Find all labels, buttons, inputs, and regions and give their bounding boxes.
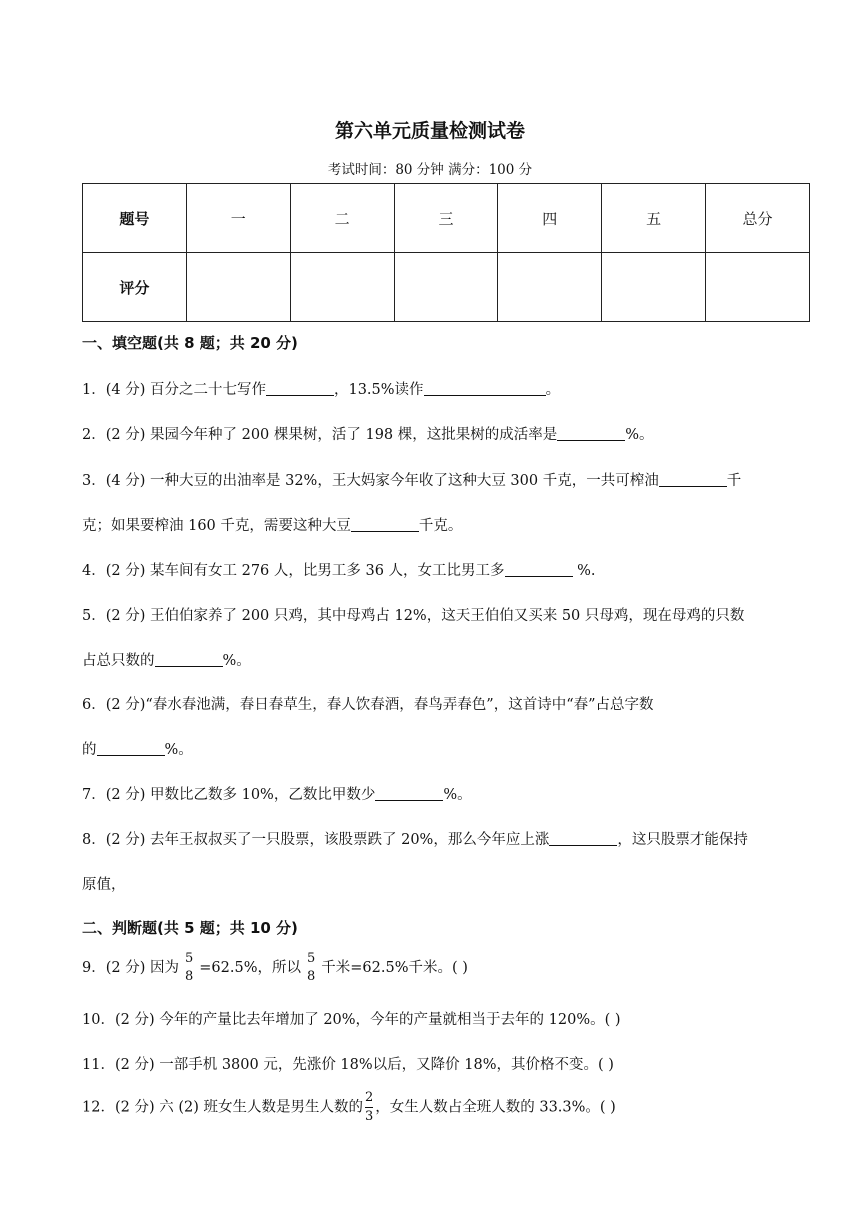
answer-blank[interactable] [97,741,165,756]
question-4 [82,559,596,580]
answer-blank[interactable] [266,381,334,396]
question-text: 。 [545,382,561,398]
section-heading-fill-in: 一、填空题(共 8 题；共 20 分) [82,334,298,352]
fraction-numerator: 2 [365,1089,373,1108]
question-text: 千克。 [418,518,463,534]
question-9 [82,950,468,986]
question-text: 7．(2 分) 甲数比乙数多 10%，乙数比甲数少 [82,787,376,803]
page-title: 第六单元质量检测试卷 [334,120,525,142]
question-8-continued [82,873,126,894]
question-5-continued [82,649,251,670]
row-label-score: 评分 [83,253,187,322]
column-header: 三 [394,184,498,253]
question-text: %。 [625,427,654,443]
answer-blank[interactable] [659,472,727,487]
column-header: 二 [290,184,394,253]
column-header: 五 [602,184,706,253]
score-cell[interactable] [186,253,290,322]
question-6-continued [82,738,193,759]
question-text: 4．(2 分) 某车间有女工 276 人，比男工多 36 人，女工比男工多 [82,563,505,579]
question-12 [82,1089,616,1126]
row-label-number: 题号 [83,184,187,253]
question-2 [82,423,654,444]
fraction [185,950,193,986]
answer-blank[interactable] [155,652,223,667]
question-text: 占总只数的 [82,653,155,669]
question-text: 9．(2 分) 因为 [82,960,179,976]
section-heading-true-false: 二、判断题(共 5 题；共 10 分) [82,919,298,937]
question-text: 11．(2 分) 一部手机 3800 元，先涨价 18%以后，又降价 18%，其价格不变。( ) [82,1057,614,1073]
question-text: 1．(4 分) 百分之二十七写作 [82,382,266,398]
column-header: 四 [498,184,602,253]
question-10 [82,1008,621,1029]
question-text: 克；如果要榨油 160 千克，需要这种大豆 [82,518,351,534]
question-3 [82,469,741,490]
column-header: 一 [186,184,290,253]
column-header: 总分 [706,184,810,253]
fraction-numerator: 5 [184,951,194,966]
exam-info: 考试时间：80 分钟 满分：100 分 [327,162,533,178]
answer-blank[interactable] [549,831,617,846]
question-text: 3．(4 分) 一种大豆的出油率是 32%，王大妈家今年收了这种大豆 300 千克，一共可榨油 [82,473,659,489]
question-7 [82,783,472,804]
table-row [83,253,810,322]
fraction-denominator: 8 [184,969,194,984]
question-text: 10．(2 分) 今年的产量比去年增加了 20%，今年的产量就相当于去年的 120%。( ) [82,1012,621,1028]
question-text: %。 [222,653,251,669]
fraction-numerator: 5 [306,951,316,966]
question-1 [82,378,560,399]
question-text: %。 [443,787,472,803]
question-text: ，女生人数占全班人数的 33.3%。( ) [375,1099,616,1116]
question-text: 千米=62.5%千米。( ) [321,960,468,976]
question-6 [82,693,654,714]
score-cell[interactable] [498,253,602,322]
question-text: 的 [82,742,97,758]
answer-blank[interactable] [505,562,573,577]
answer-blank[interactable] [557,426,625,441]
answer-blank[interactable] [375,786,443,801]
answer-blank[interactable] [424,381,546,396]
question-text: 原值， [82,877,126,893]
fraction-denominator: 3 [364,1109,374,1124]
fraction-denominator: 8 [306,969,316,984]
question-5 [82,604,744,625]
question-8 [82,828,748,849]
question-text: 8．(2 分) 去年王叔叔买了一只股票，该股票跌了 20%，那么今年应上涨 [82,832,550,848]
question-text: 2．(2 分) 果园今年种了 200 棵果树，活了 198 棵，这批果树的成活率是 [82,427,558,443]
fraction [365,1089,373,1126]
question-text: %. [572,563,596,579]
question-text: 12．(2 分) 六 (2) 班女生人数是男生人数的 [82,1099,363,1116]
score-cell[interactable] [706,253,810,322]
question-11 [82,1053,614,1074]
question-3-continued [82,514,462,535]
question-text: %。 [164,742,193,758]
score-cell[interactable] [602,253,706,322]
score-table [82,183,810,322]
question-text: 千 [726,473,742,489]
fraction [307,950,315,986]
question-text: 6．(2 分)“春水春池满，春日春草生，春人饮春酒，春鸟弄春色”，这首诗中“春”占总字数 [82,697,654,713]
answer-blank[interactable] [351,517,419,532]
score-cell[interactable] [290,253,394,322]
table-row [83,184,810,253]
question-text: =62.5%，所以 [199,960,301,976]
question-text: ，13.5%读作 [333,382,424,398]
question-text: 5．(2 分) 王伯伯家养了 200 只鸡，其中母鸡占 12%，这天王伯伯又买来 50 只母鸡，现在母鸡的只数 [82,608,745,624]
question-text: ，这只股票才能保持 [617,832,748,848]
score-cell[interactable] [394,253,498,322]
